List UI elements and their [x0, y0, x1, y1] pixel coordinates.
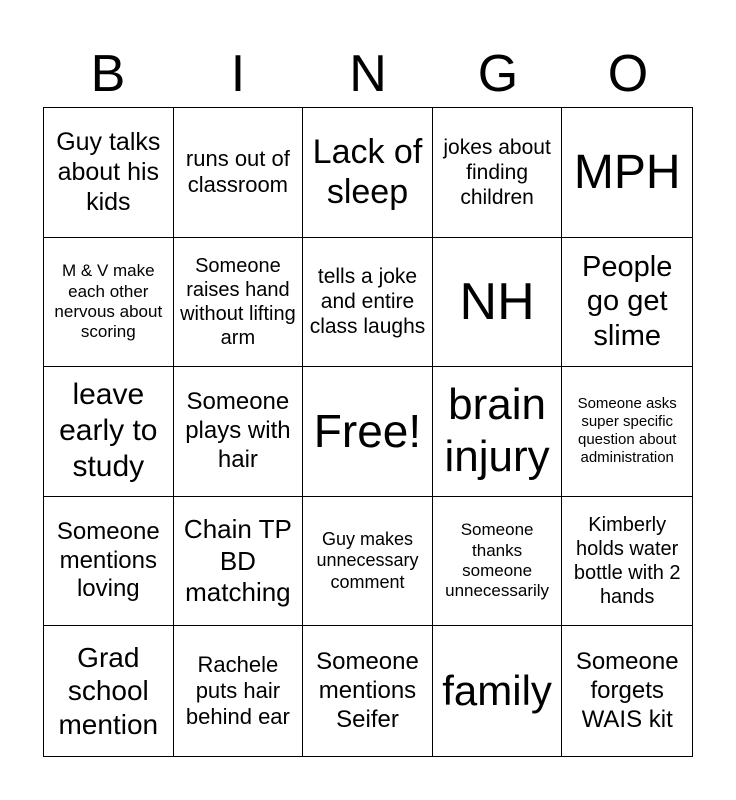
bingo-cell-r2c2[interactable] [174, 238, 304, 368]
bingo-cell-r3c4[interactable] [433, 367, 563, 497]
bingo-cell-r3c1[interactable] [44, 367, 174, 497]
bingo-cell-r3c2[interactable] [174, 367, 304, 497]
bingo-cell-text: Kimberly holds water bottle with 2 hands [573, 514, 681, 609]
bingo-cell-r5c2[interactable] [174, 626, 304, 756]
bingo-cell-r1c5[interactable] [562, 108, 692, 238]
bingo-cell-r5c5[interactable] [562, 626, 692, 756]
bingo-cell-r4c4[interactable] [433, 497, 563, 627]
bingo-cell-text: brain injury [444, 379, 550, 482]
header-letter-n: N [349, 45, 387, 103]
bingo-cell-r2c1[interactable] [44, 238, 174, 368]
bingo-cell-text: Free! [313, 404, 422, 457]
header-letter-i: I [230, 45, 246, 103]
bingo-cell-text: Guy talks about his kids [56, 128, 161, 217]
bingo-cell-r2c3[interactable] [303, 238, 433, 368]
bingo-cell-r5c1[interactable] [44, 626, 174, 756]
bingo-cell-r1c4[interactable] [433, 108, 563, 238]
bingo-cell-r3c5[interactable] [562, 367, 692, 497]
bingo-cell-r5c3[interactable] [303, 626, 433, 756]
header-letter-g: G [477, 45, 519, 103]
bingo-cell-text: Someone raises hand without lifting arm [180, 254, 296, 349]
bingo-cell-text: Someone forgets WAIS kit [575, 648, 679, 733]
bingo-cell-text: leave early to study [59, 378, 158, 484]
bingo-cell-text: Someone plays with hair [185, 388, 291, 473]
bingo-cell-text: Chain TP BD matching [183, 514, 292, 607]
bingo-cell-text: tells a joke and entire class laughs [309, 265, 426, 339]
bingo-header [43, 40, 693, 108]
bingo-cell-text: Guy makes unnecessary comment [316, 528, 419, 592]
bingo-board [43, 107, 693, 757]
bingo-cell-text: MPH [573, 145, 681, 199]
bingo-cell-text: family [442, 667, 552, 714]
bingo-cell-text: M & V make each other nervous about scoring [54, 261, 163, 342]
bingo-cell-r1c3[interactable] [303, 108, 433, 238]
bingo-cell-r4c5[interactable] [562, 497, 692, 627]
bingo-cell-text: Someone mentions loving [56, 517, 160, 603]
bingo-cell-text: Rachele puts hair behind ear [185, 651, 290, 730]
bingo-cell-r4c1[interactable] [44, 497, 174, 627]
bingo-cell-r4c2[interactable] [174, 497, 304, 627]
bingo-cell-text: Someone mentions Seifer [316, 648, 419, 733]
bingo-cell-text: Someone asks super specific question about administration [577, 395, 677, 467]
bingo-cell-text: Lack of sleep [312, 132, 423, 212]
bingo-cell-text: Someone thanks someone unnecessarily [445, 520, 550, 601]
bingo-cell-text: Grad school mention [58, 641, 159, 740]
bingo-cell-text: jokes about finding children [443, 135, 551, 209]
bingo-cell-r4c3[interactable] [303, 497, 433, 627]
header-letter-o: O [607, 45, 649, 103]
bingo-cell-r2c4[interactable] [433, 238, 563, 368]
bingo-cell-r5c4[interactable] [433, 626, 563, 756]
bingo-cell-r1c2[interactable] [174, 108, 304, 238]
bingo-cell-r2c5[interactable] [562, 238, 692, 368]
bingo-cell-r1c1[interactable] [44, 108, 174, 238]
bingo-cell-text: People go get slime [582, 250, 673, 353]
bingo-cell-text: runs out of classroom [185, 145, 290, 198]
header-letter-b: B [90, 45, 126, 103]
bingo-cell-text: NH [459, 272, 535, 331]
bingo-cell-r3c3[interactable] [303, 367, 433, 497]
